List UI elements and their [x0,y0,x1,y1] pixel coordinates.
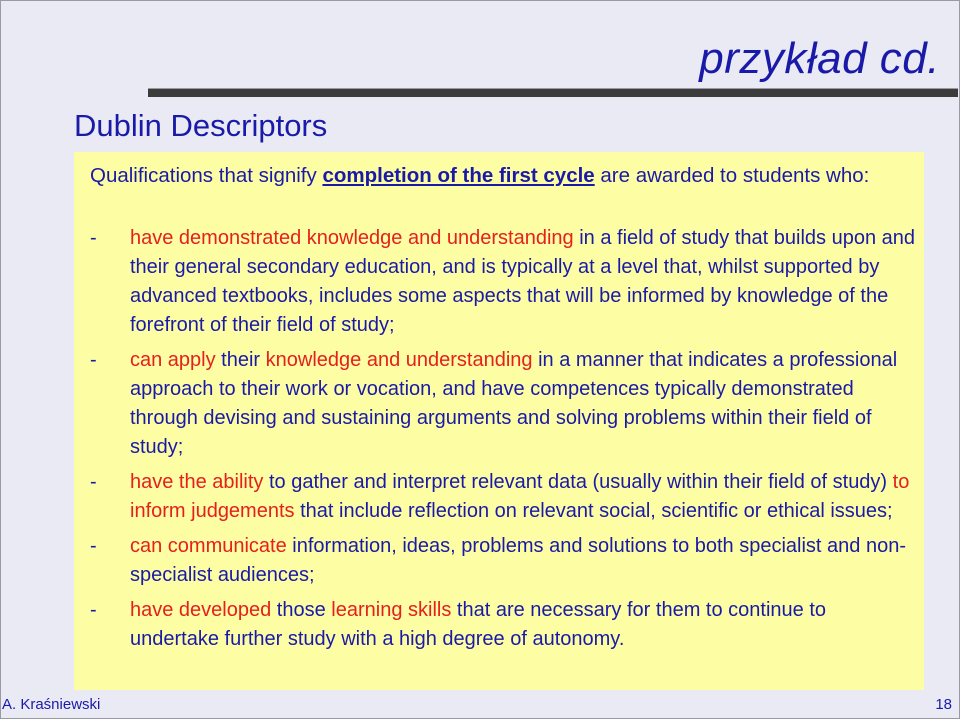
intro-after: are awarded to students who: [594,164,870,187]
slide-title: przykład cd. [699,34,940,83]
highlighted-phrase: have demonstrated knowledge and understanding [130,227,574,249]
title-divider [148,88,958,97]
descriptor-text: information, ideas, problems and solutions to both specialist and non-specialist audiences; [130,535,906,586]
intro-before: Qualifications that signify [90,164,323,187]
descriptor-text: in a field of study that builds upon and their general secondary education, and is typically at a level that, whilst supported by advanced textbooks, includes some aspects that will be informed by knowledge of the forefront of their field of study; [130,227,916,336]
intro-emphasis: completion of the first cycle [322,164,595,187]
descriptor-item [90,468,920,526]
descriptor-item [90,596,920,654]
highlighted-phrase: to inform judgements [130,471,910,522]
descriptor-text: that are necessary for them to continue to undertake further study with a high degree of autonomy. [130,599,826,650]
highlighted-phrase: have the ability [130,471,264,493]
descriptor-item [90,346,920,462]
bullet-dash: - [90,227,97,249]
highlighted-phrase: can apply [130,349,216,371]
bullet-dash: - [90,349,97,371]
descriptor-item [90,224,920,340]
descriptor-text: to gather and interpret relevant data (usually within their field of study) [263,471,893,493]
intro-paragraph [90,161,910,190]
descriptor-list [90,224,920,660]
highlighted-phrase: have developed [130,599,272,621]
highlighted-phrase: learning skills [331,599,452,621]
descriptor-text: their [215,349,266,371]
descriptor-item [90,532,920,590]
highlighted-phrase: knowledge and understanding [265,349,533,371]
highlighted-phrase: can communicate [130,535,287,557]
descriptor-text: those [271,599,332,621]
bullet-dash: - [90,599,97,621]
descriptor-text: that include reflection on relevant social, scientific or ethical issues; [294,500,893,522]
page-number: 18 [935,696,952,713]
bullet-dash: - [90,535,97,557]
footer-author: A. Kraśniewski [2,696,101,713]
descriptor-text: in a manner that indicates a professional approach to their work or vocation, and have competences typically demonstrated through devising and sustaining arguments and solving problems within their field of study; [130,349,898,458]
bullet-dash: - [90,471,97,493]
slide-subtitle: Dublin Descriptors [74,108,328,143]
